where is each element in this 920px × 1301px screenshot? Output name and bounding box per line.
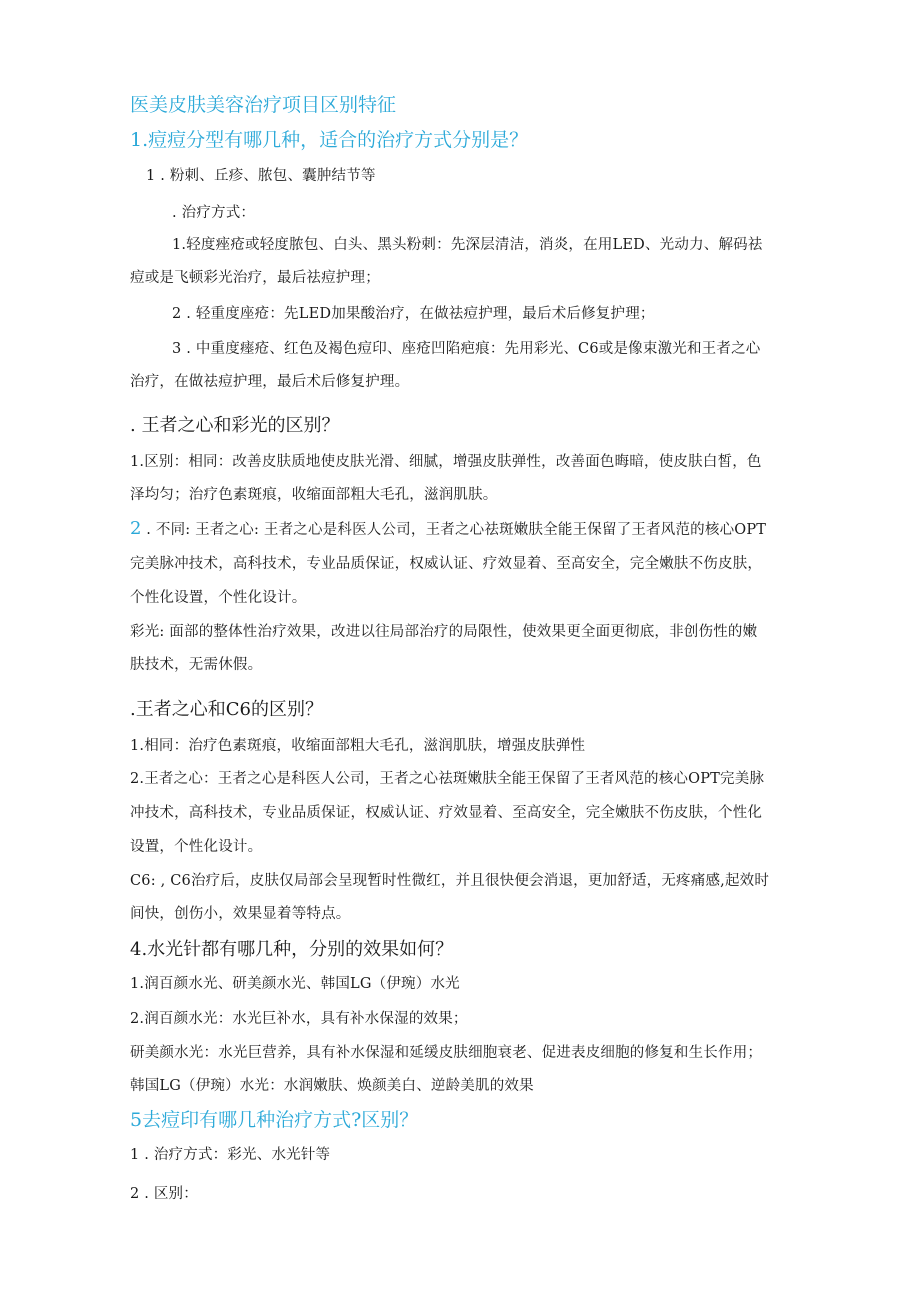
effect-1: 2.润百颜水光：水光巨补水，具有补水保湿的效果；: [130, 1011, 468, 1027]
question-5-heading: 5去痘印有哪几种治疗方式?区别？: [130, 1109, 419, 1131]
question-2-heading: . 王者之心和彩光的区别？: [130, 415, 340, 436]
wangzhe-line-1: 2.王者之心：王者之心是科医人公司，王者之心祛斑嫩肤全能王保留了王者风范的核心OPT完美脉: [130, 771, 765, 787]
difference-2-text: . 不同: 王者之心: 王者之心是科医人公司，王者之心祛斑嫩肤全能王保留了王者风范的核心OPT: [141, 522, 767, 538]
difference-1-line-1: 1.区别：相同：改善皮肤质地使皮肤光滑、细腻，增强皮肤弹性，改善面色晦暗，使皮肤白皙，色: [130, 454, 762, 470]
ipl-line-1: 彩光: 面部的整体性治疗效果，改进以往局部治疗的局限性，使效果更全面更彻底，非创伤性的嫩: [130, 624, 758, 640]
effect-3: 韩国LG（伊琬）水光：水润嫩肤、焕颜美白、逆龄美肌的效果: [130, 1078, 534, 1094]
effect-2: 研美颜水光：水光巨营养，具有补水保湿和延缓皮肤细胞衰老、促进表皮细胞的修复和生长作用；: [130, 1045, 763, 1061]
method-1-line-2: 痘或是飞顿彩光治疗，最后祛痘护理；: [130, 270, 380, 286]
method-1-line-1: 1.轻度痤疮或轻度脓包、白头、黑头粉刺：先深层清洁，消炎，在用LED、光动力、解码祛: [172, 237, 763, 253]
c6-line-2: 间快，创伤小，效果显着等特点。: [130, 906, 351, 922]
similarity: 1.相同：治疗色素斑痕，收缩面部粗大毛孔，滋润肌肤，增强皮肤弹性: [130, 738, 586, 754]
difference-2-line-1: [130, 520, 766, 538]
method-2: 2 . 轻重度座疮：先LED加果酸治疗，在做祛痘护理，最后术后修复护理；: [172, 306, 655, 322]
q5-difference-label: 2 . 区别：: [130, 1186, 198, 1202]
difference-1-line-2: 泽均匀；治疗色素斑痕，收缩面部粗大毛孔，滋润肌肤。: [130, 487, 498, 503]
q5-methods: 1 . 治疗方式：彩光、水光针等: [130, 1147, 331, 1163]
wangzhe-line-2: 冲技术，高科技术，专业品质保证，权威认证、疗效显着、至高安全，完全嫩肤不伤皮肤，个性化: [130, 805, 763, 821]
treatment-method-label: . 治疗方式：: [172, 205, 256, 221]
method-3-line-1: 3 . 中重度瘗疮、红色及褐色痘印、座疮凹陷疤痕：先用彩光、C6或是像束激光和王者之心: [172, 341, 761, 357]
page-title: 医美皮肤美容治疗项目区别特征: [130, 94, 397, 116]
difference-2-line-3: 个性化设置，个性化设计。: [130, 590, 307, 606]
acne-types: 1 . 粉刺、丘疹、脓包、囊肿结节等: [146, 168, 376, 184]
question-4-heading: 4.水光针都有哪几种，分别的效果如何？: [130, 939, 454, 960]
question-3-heading: .王者之心和C6的区别？: [130, 699, 323, 720]
c6-line-1: C6: , C6治疗后，皮肤仅局部会呈现暂时性微红，并且很快便会消退，更加舒适，无疼痛感,起效时: [130, 873, 770, 889]
wangzhe-line-3: 设置，个性化设计。: [130, 839, 263, 855]
difference-2-number: 2: [130, 518, 142, 539]
question-1-heading: 1.痘痘分型有哪几种，适合的治疗方式分别是？: [130, 129, 529, 151]
method-3-line-2: 治疗，在做祛痘护理，最后术后修复护理。: [130, 374, 410, 390]
difference-2-line-2: 完美脉冲技术，高科技术，专业品质保证，权威认证、疗效显着、至高安全，完全嫩肤不伤皮肤，: [130, 556, 763, 572]
water-light-kinds: 1.润百颜水光、研美颜水光、韩国LG（伊琬）水光: [130, 976, 460, 992]
ipl-line-2: 肤技术，无需休假。: [130, 657, 263, 673]
